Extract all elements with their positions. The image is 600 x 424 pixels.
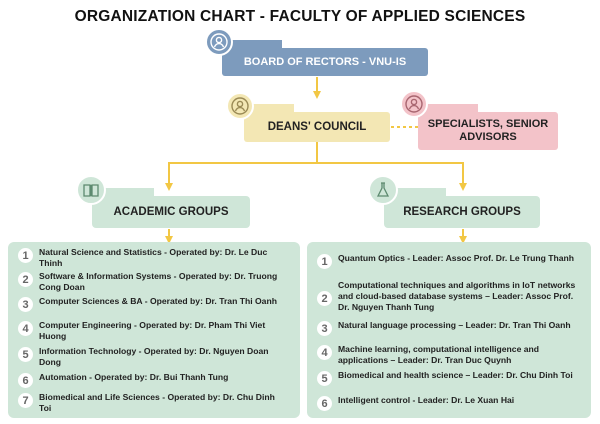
deans-label: DEANS' COUNCIL: [267, 121, 367, 133]
research-item: [317, 320, 579, 336]
item-number: 3: [18, 297, 33, 312]
item-text: Quantum Optics - Leader: Assoc Prof. Dr. Le Trung Thanh: [338, 253, 575, 263]
item-text: Computational techniques and algorithms in IoT networks and cloud-based database systems – Leader: Assoc Prof. Dr. Nguyen Thanh Tung: [338, 280, 576, 312]
research-item: [317, 253, 579, 269]
item-text: Natural language processing – Leader: Dr. Tran Thi Oanh: [338, 320, 571, 330]
research-item: [317, 344, 579, 366]
item-number: 4: [18, 321, 33, 336]
research-list-panel: [307, 242, 591, 418]
academic-item: [18, 346, 288, 368]
item-number: 4: [317, 345, 332, 360]
item-number: 2: [317, 291, 332, 306]
specialists-label: SPECIALISTS, SENIOR ADVISORS: [427, 118, 549, 143]
item-text: Software & Information Systems - Operated by: Dr. Truong Cong Doan: [39, 271, 278, 292]
item-text: Biomedical and Life Sciences - Operated by: Dr. Chu Dinh Toi: [39, 392, 275, 413]
research-item: [317, 370, 579, 386]
academic-item: [18, 320, 288, 342]
academic-label: ACADEMIC GROUPS: [113, 206, 229, 218]
research-item: [317, 395, 579, 411]
academic-item: [18, 247, 288, 269]
item-number: 1: [317, 254, 332, 269]
research-groups-box: [384, 196, 540, 228]
item-number: 3: [317, 321, 332, 336]
person-icon: [400, 90, 428, 118]
item-number: 5: [317, 371, 332, 386]
book-icon: [76, 175, 106, 205]
person-icon: [205, 28, 233, 56]
person-icon: [226, 92, 254, 120]
item-number: 5: [18, 347, 33, 362]
academic-item: [18, 372, 288, 388]
academic-item: [18, 271, 288, 293]
specialists-box: [418, 112, 558, 150]
board-label: BOARD OF RECTORS - VNU-IS: [243, 56, 407, 68]
item-number: 6: [18, 373, 33, 388]
item-number: 7: [18, 393, 33, 408]
item-text: Computer Engineering - Operated by: Dr. Pham Thi Viet Huong: [39, 320, 266, 341]
item-text: Biomedical and health science – Leader: Dr. Chu Dinh Toi: [338, 370, 573, 380]
item-text: Natural Science and Statistics - Operated by: Dr. Le Duc Thinh: [39, 247, 268, 268]
academic-list-panel: [8, 242, 300, 418]
item-number: 1: [18, 248, 33, 263]
chart-title: ORGANIZATION CHART - FACULTY OF APPLIED SCIENCES: [74, 8, 526, 25]
item-number: 2: [18, 272, 33, 287]
academic-groups-box: [92, 196, 250, 228]
deans-council-box: [244, 112, 390, 142]
flask-icon: [368, 175, 398, 205]
item-text: Intelligent control - Leader: Dr. Le Xuan Hai: [338, 395, 515, 405]
research-label: RESEARCH GROUPS: [403, 206, 521, 218]
academic-item: [18, 296, 288, 312]
item-text: Computer Sciences & BA - Operated by: Dr. Tran Thi Oanh: [39, 296, 277, 306]
board-of-rectors-box: [222, 48, 428, 76]
research-item: [317, 280, 579, 313]
academic-item: [18, 392, 288, 414]
item-text: Information Technology - Operated by: Dr. Nguyen Doan Dong: [39, 346, 269, 367]
item-number: 6: [317, 396, 332, 411]
item-text: Automation - Operated by: Dr. Bui Thanh Tung: [39, 372, 229, 382]
item-text: Machine learning, computational intelligence and applications – Leader: Dr. Tran Duc Quynh: [338, 344, 540, 365]
